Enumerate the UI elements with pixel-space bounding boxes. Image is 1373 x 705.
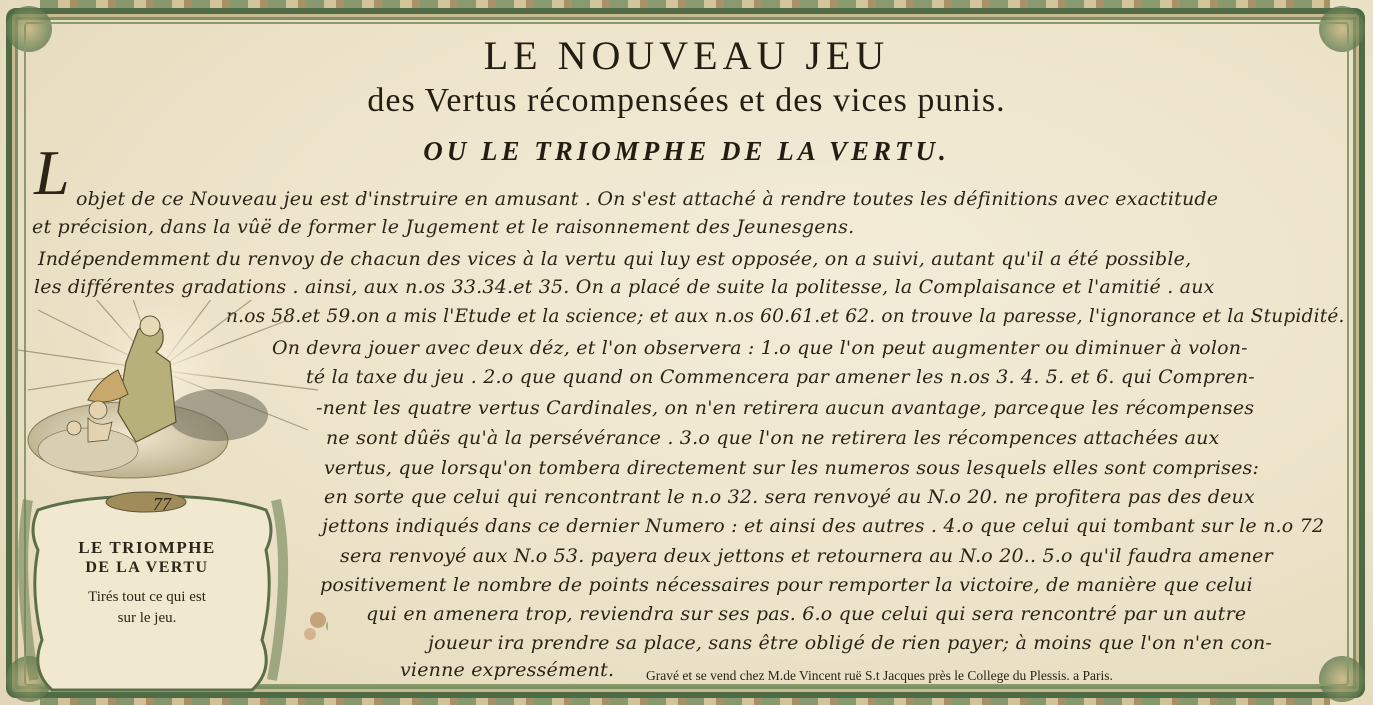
body-line: vienne expressément.	[400, 659, 615, 681]
body-line: té la taxe du jeu . 2.o que quand on Commencera par amener les n.os 3. 4. 5. et 6. qui Compren-	[306, 366, 1255, 388]
body-line: -nent les quatre vertus Cardinales, on n'en retirera aucun avantage, parceque les récompenses	[316, 397, 1255, 419]
body-line: On devra jouer avec deux déz, et l'on observera : 1.o que l'on peut augmenter ou diminuer à volon-	[272, 337, 1248, 359]
allegory-engraving-icon	[18, 300, 328, 695]
page-subtitle: des Vertus récompensées et des vices punis.	[367, 82, 1006, 119]
page-alt-title: OU LE TRIOMPHE DE LA VERTU.	[423, 136, 950, 166]
publisher-credit: Gravé et se vend chez M.de Vincent ruë S.t Jacques près le College du Plessis. a Paris.	[646, 668, 1113, 683]
body-line: jettons indiqués dans ce dernier Numero : et ainsi des autres . 4.o que celui qui tombant sur le n.o 72	[322, 515, 1325, 537]
plate-number: 77	[153, 494, 171, 514]
body-line: objet de ce Nouveau jeu est d'instruire en amusant . On s'est attaché à rendre toutes les définitions avec exactitude	[76, 188, 1219, 210]
drop-cap: L	[34, 137, 70, 208]
body-line: et précision, dans la vûë de former le Jugement et le raisonnement des Jeunesgens.	[32, 216, 855, 238]
page-title: LE NOUVEAU JEU	[483, 33, 890, 78]
body-line: joueur ira prendre sa place, sans être obligé de rien payer; à moins que l'on n'en con-	[428, 632, 1273, 654]
body-line: ne sont dûës qu'à la persévérance . 3.o que l'on ne retirera les récompences attachées aux	[326, 427, 1220, 449]
body-line: qui en amenera trop, reviendra sur ses pas. 6.o que celui qui sera rencontré par un autre	[366, 603, 1247, 625]
cartouche-title-line2: DE LA VERTU	[85, 559, 209, 576]
body-line: Indépendemment du renvoy de chacun des vices à la vertu qui luy est opposée, on a suivi, autant qu'il a été possible,	[38, 248, 1192, 270]
cartouche-caption: Tirés tout ce qui est	[88, 589, 206, 605]
cartouche-title: LE TRIOMPHE	[78, 538, 216, 557]
body-line: vertus, que lorsqu'on tombera directement sur les numeros sous lesquels elles sont comprises:	[324, 457, 1260, 479]
body-line: en sorte que celui qui rencontrant le n.o 32. sera renvoyé au N.o 20. ne profitera pas des deux	[324, 486, 1255, 508]
body-line: n.os 58.et 59.on a mis l'Etude et la science; et aux n.os 60.61.et 62. on trouve la paresse, l'ignorance et la Stupidité.	[226, 305, 1345, 327]
cartouche-caption-line2: sur le jeu.	[117, 610, 177, 626]
vignette-illustration	[18, 300, 328, 695]
body-line: positivement le nombre de points nécessaires pour remporter la victoire, de manière que celui	[320, 574, 1253, 596]
body-line: sera renvoyé aux N.o 53. payera deux jettons et retournera au N.o 20.. 5.o qu'il faudra amener	[340, 545, 1273, 567]
body-line: les différentes gradations . ainsi, aux n.os 33.34.et 35. On a placé de suite la politesse, la Complaisance et l'amitié . aux	[34, 276, 1215, 298]
